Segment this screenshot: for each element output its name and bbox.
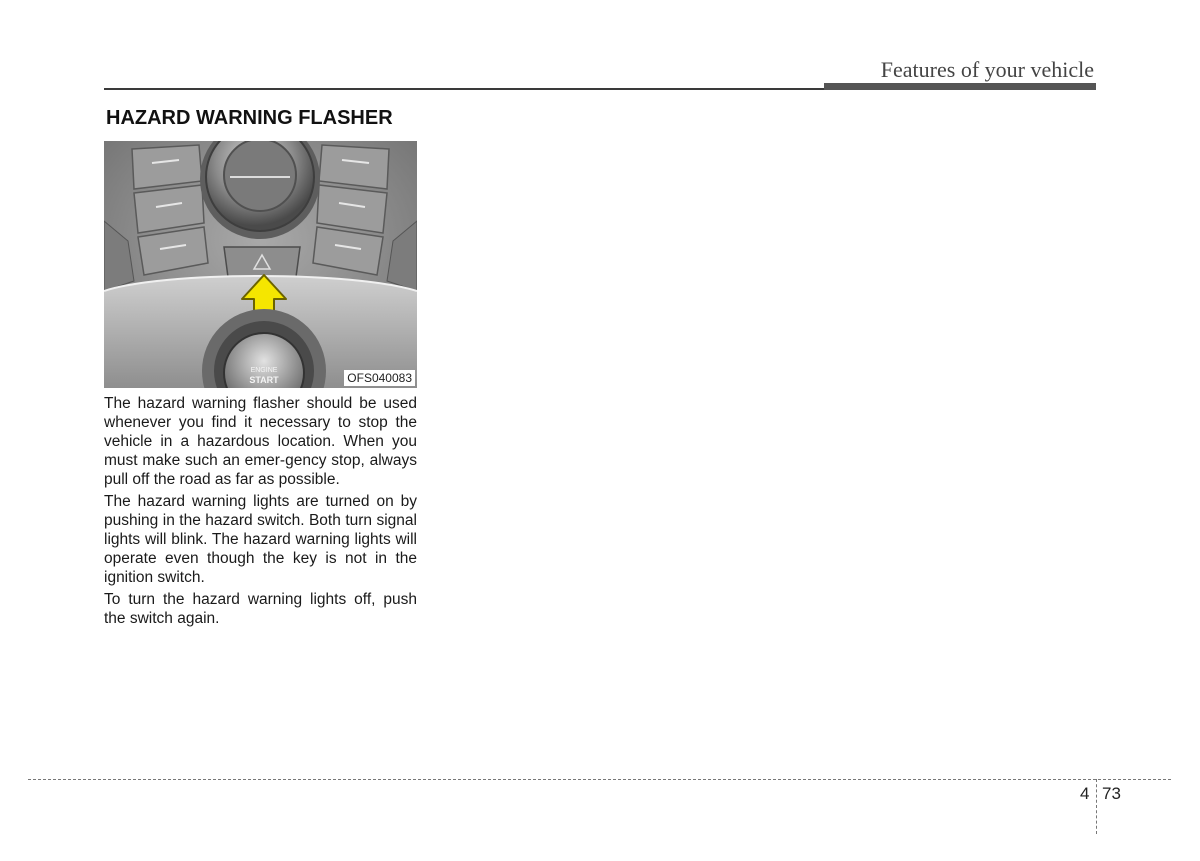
hazard-switch-figure — [104, 141, 417, 388]
header-rule-thick — [824, 83, 1096, 90]
footer-dashed-rule — [28, 779, 1171, 780]
footer-vertical-rule — [1096, 779, 1097, 834]
page-number: 73 — [1102, 784, 1121, 803]
paragraph-3: To turn the hazard warning lights off, push the switch again. — [104, 591, 417, 627]
section-title: HAZARD WARNING FLASHER — [106, 107, 393, 129]
figure-code-label: OFS040083 — [344, 370, 415, 386]
svg-text:ENGINE: ENGINE — [250, 367, 278, 374]
paragraph-1: The hazard warning flasher should be used whenever you find it necessary to stop the vehicle in a hazardous location. When you must make such an emer-gency stop, always pull off the road as far as possible. — [104, 395, 417, 488]
header-rule-thin — [104, 88, 824, 90]
header-title: Features of your vehicle — [880, 57, 1094, 82]
paragraph-2: The hazard warning lights are turned on by pushing in the hazard switch. Both turn signal lights will blink. The hazard warning lights will operate even though the key is not in the ignition switch. — [104, 493, 417, 586]
dashboard-illustration — [104, 141, 417, 388]
body-text — [104, 394, 417, 631]
hazard-switch-icon — [224, 247, 300, 277]
svg-text:START: START — [249, 375, 279, 385]
chapter-number: 4 — [1080, 784, 1090, 803]
